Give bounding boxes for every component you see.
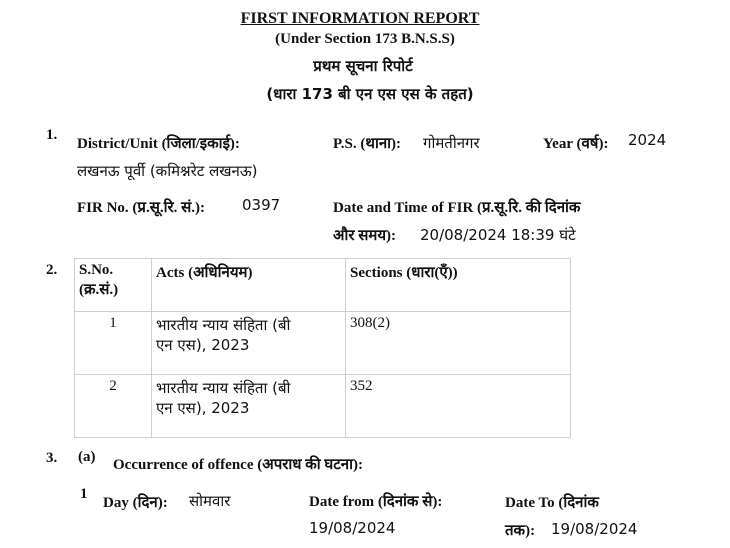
occurrence-label: Occurrence of offence (अपराध की घटना): [113,457,363,473]
date-to-label: Date To (दिनांक [505,495,599,511]
section-cell: 308(2) [346,312,571,375]
occurrence-item-number: 1 [80,486,88,502]
date-from-label: Date from (दिनांक से): [309,494,443,510]
acts-header: Acts (अधिनियम) [152,259,346,312]
table-row [75,312,571,375]
fir-datetime-label-cont: और समय): [333,228,397,244]
district-value: लखनऊ पूर्वी (कमिश्नरेट लखनऊ) [77,162,258,180]
act-name-cont: एन एस), 2023 [156,336,250,354]
report-subtitle: (Under Section 173 B.N.S.S) [275,31,455,47]
subsection-a-label: (a) [78,449,96,465]
section-1-number: 1. [46,127,58,143]
date-to-label-cont: तक): [505,523,536,539]
sno-cell: 2 [75,375,152,438]
fir-datetime-label: Date and Time of FIR (प्र.सू.रि. की दिनांक [333,200,581,216]
police-station-label: P.S. (थाना): [333,136,402,152]
date-from-value: 19/08/2024 [309,519,396,537]
sno-cell: 1 [75,312,152,375]
report-title-hindi: प्रथम सूचना रिपोर्ट [313,57,413,75]
sno-header-hi: (क्र.सं.) [79,282,119,298]
day-label: Day (दिन): [103,495,168,511]
day-value: सोमवार [189,492,231,510]
year-value: 2024 [628,131,667,149]
date-to-value: 19/08/2024 [551,520,638,538]
sno-header [75,259,152,312]
act-name: भारतीय न्याय संहिता (बी [156,379,291,397]
act-name-cont: एन एस), 2023 [156,399,250,417]
act-cell [152,312,346,375]
district-label: District/Unit (जिला/इकाई): [77,136,240,152]
section-3-number: 3. [46,450,58,466]
year-label: Year (वर्ष): [543,136,609,152]
fir-number-label: FIR No. (प्र.सू.रि. सं.): [77,200,205,216]
sections-header: Sections (धारा(एँ)) [346,259,571,312]
report-subtitle-hindi: (धारा 173 बी एन एस एस के तहत) [266,85,474,103]
sno-header-en: S.No. [79,262,114,278]
act-name: भारतीय न्याय संहिता (बी [156,316,291,334]
fir-datetime-value: 20/08/2024 18:39 घंटे [420,226,576,244]
acts-table [74,258,571,438]
police-station-value: गोमतीनगर [423,134,480,152]
table-row [75,375,571,438]
section-2-number: 2. [46,262,58,278]
fir-number-value: 0397 [242,196,281,214]
acts-table-header-row [75,259,571,312]
section-cell: 352 [346,375,571,438]
act-cell [152,375,346,438]
report-title: FIRST INFORMATION REPORT [240,10,480,27]
